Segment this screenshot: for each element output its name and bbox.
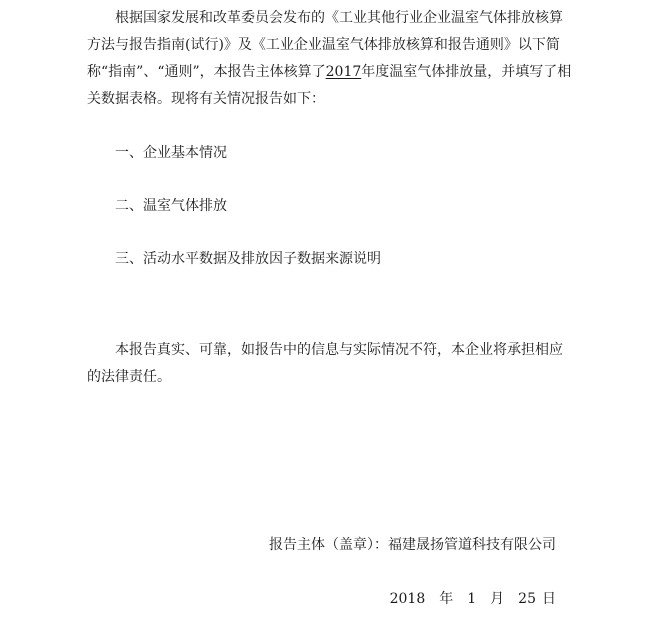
date-day: 25 [518, 591, 536, 607]
report-date [390, 589, 556, 609]
intro-line-3-suffix: 年度温室气体排放量，并填写了相 [361, 64, 572, 80]
intro-line-3-prefix: 称“指南”、“通则”，本报告主体核算了 [87, 64, 326, 80]
section-heading-ghg-emission: 二、温室气体排放 [115, 198, 227, 214]
date-month-unit: 月 [490, 591, 505, 607]
statement-line-1: 本报告真实、可靠，如报告中的信息与实际情况不符，本企业将承担相应 [115, 342, 563, 358]
section-heading-data-sources: 三、活动水平数据及排放因子数据来源说明 [115, 251, 381, 267]
intro-line-1: 根据国家发展和改革委员会发布的《工业其他行业企业温室气体排放核算 [115, 10, 563, 26]
intro-line-3 [87, 62, 571, 82]
statement-line-2: 的法律责任。 [87, 369, 171, 385]
report-year: 2017 [325, 64, 362, 80]
intro-line-4: 关数据表格。现将有关情况报告如下： [87, 91, 325, 107]
date-day-unit: 日 [542, 591, 556, 607]
signature-label: 报告主体（盖章）： [269, 537, 388, 553]
date-year: 2018 [389, 591, 426, 607]
signature-line [269, 535, 556, 555]
date-month: 1 [467, 591, 477, 607]
intro-line-2: 方法与报告指南(试行)》及《工业企业温室气体排放核算和报告通则》以下简 [87, 37, 560, 53]
company-name: 福建晟扬管道科技有限公司 [388, 537, 556, 553]
date-year-unit: 年 [439, 591, 454, 607]
section-heading-basic-info: 一、企业基本情况 [115, 145, 227, 161]
